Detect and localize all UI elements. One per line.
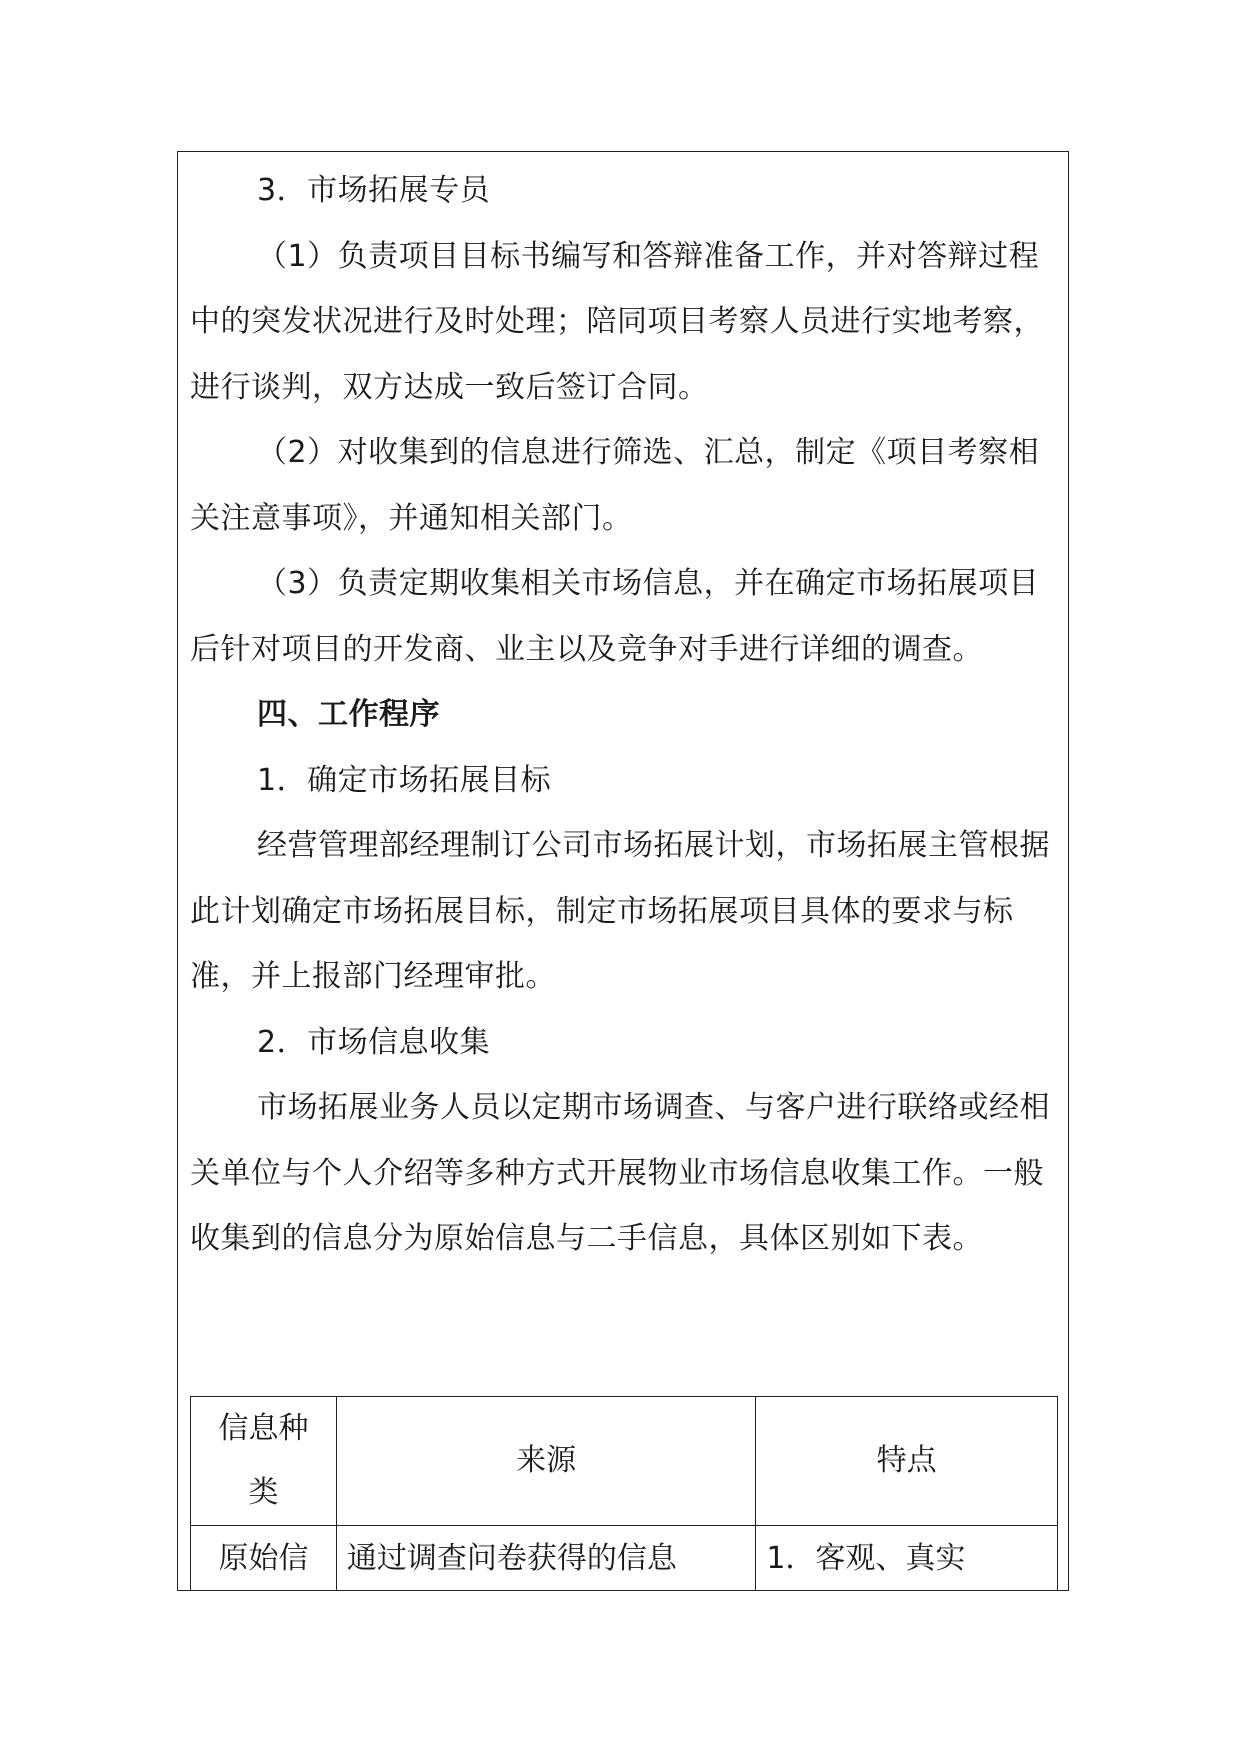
document-frame [177,151,1069,1591]
paragraph-duty-1: （1）负责项目目标书编写和答辩准备工作，并对答辩过程中的突发状况进行及时处理；陪同项目考察人员进行实地考察，进行谈判，双方达成一致后签订合同。 [190,238,1044,405]
header-info-type: 信息种类 [218,1411,309,1510]
paragraph-determine-target: 经营管理部经理制订公司市场拓展计划，市场拓展主管根据此计划确定市场拓展目标，制定市场拓展项目具体的要求与标准，并上报部门经理审批。 [190,828,1050,994]
table-header-row [191,1397,1058,1526]
cell-source: 通过调查问卷获得的信息 [336,1526,755,1592]
cell-features: 1．客观、真实 [756,1526,1058,1592]
paragraph-duty-3: （3）负责定期收集相关市场信息，并在确定市场拓展项目后针对项目的开发商、业主以及竞争对手进行详细的调查。 [190,566,1040,667]
info-type-table [190,1396,1058,1591]
table-header-cell [191,1397,337,1526]
header-source: 来源 [336,1397,755,1526]
cell-info-type: 原始信 [191,1526,337,1592]
subheading-determine-target: 1．确定市场拓展目标 [257,762,552,798]
header-features: 特点 [756,1397,1058,1526]
paragraph-info-collection: 市场拓展业务人员以定期市场调查、与客户进行联络或经相关单位与个人介绍等多种方式开展物业市场信息收集工作。一般收集到的信息分为原始信息与二手信息，具体区别如下表。 [190,1090,1050,1256]
document-body [190,158,1056,1272]
subheading-info-collection: 2．市场信息收集 [257,1024,491,1060]
table-row [191,1526,1058,1592]
paragraph-duty-2: （2）对收集到的信息进行筛选、汇总，制定《项目考察相关注意事项》，并通知相关部门。 [190,435,1040,536]
section-title-market-specialist: 3．市场拓展专员 [257,173,491,208]
section-heading-procedure: 四、工作程序 [257,697,440,732]
